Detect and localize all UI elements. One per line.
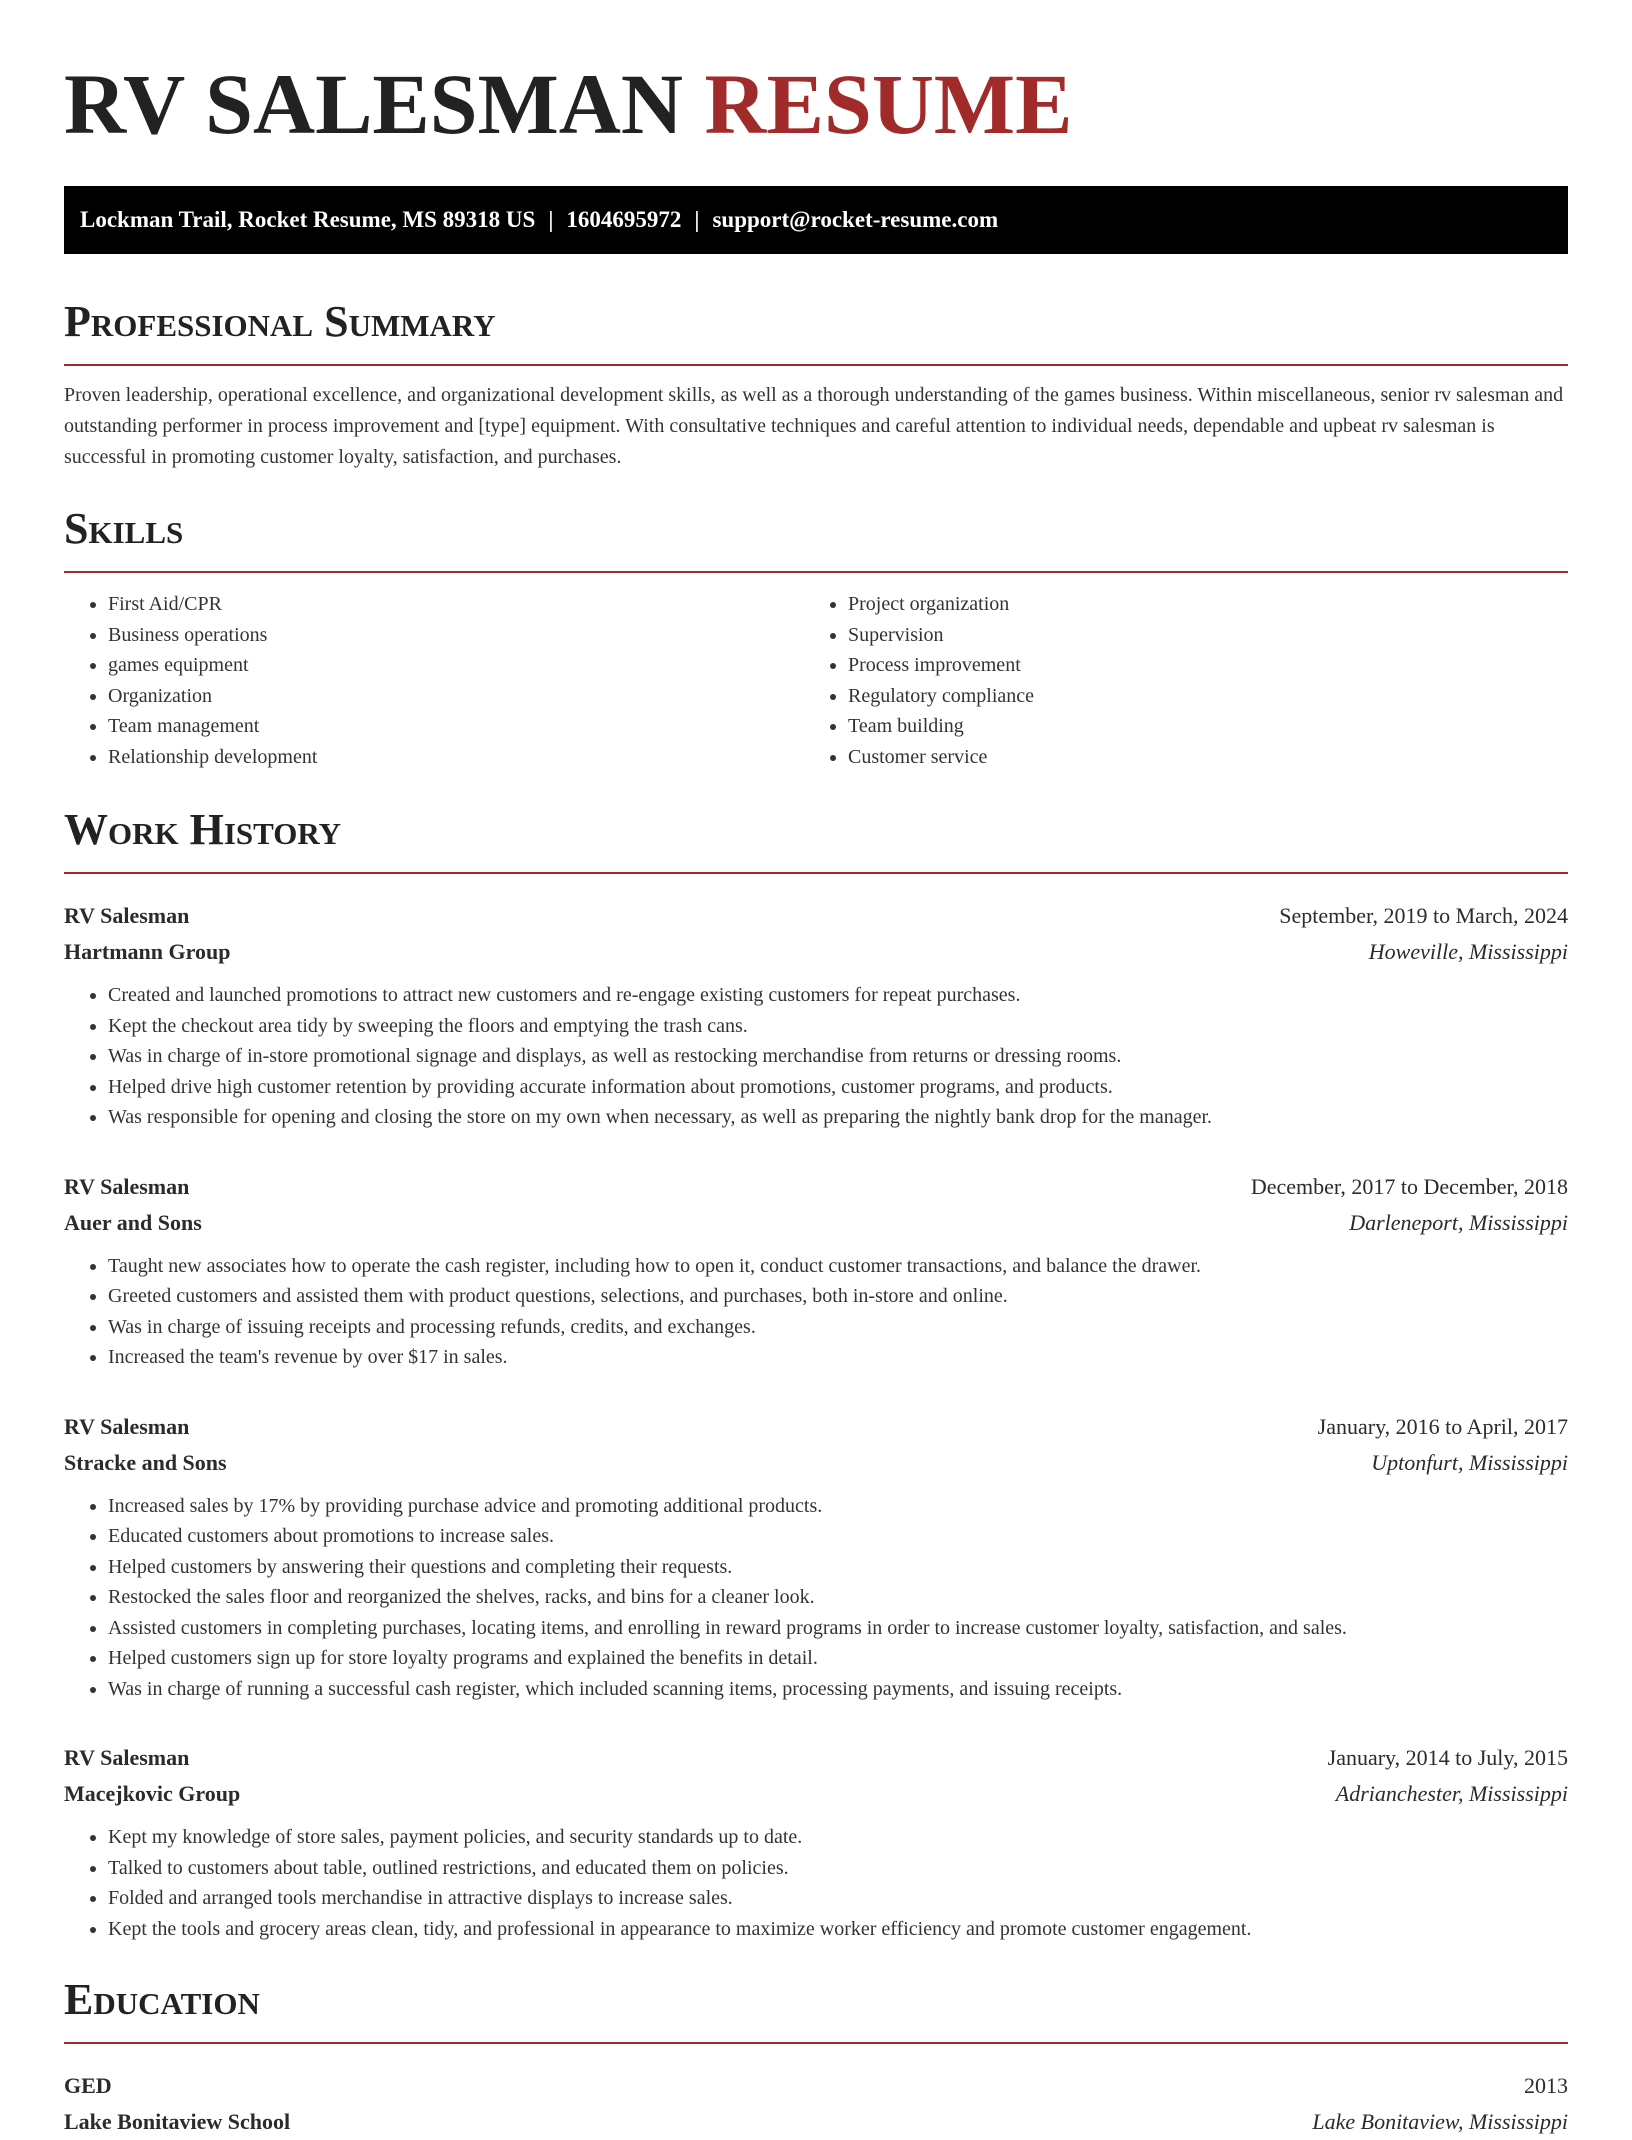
summary-section [64, 294, 1568, 473]
job-bullet: • Folded and arranged tools merchandise in attractive displays to increase sales. [108, 1883, 1568, 1914]
job-bullet: • Helped customers by answering their questions and completing their requests. [108, 1552, 1568, 1583]
summary-heading: Professional Summary [64, 294, 1568, 366]
job-bullet: • Helped customers sign up for store loyalty programs and explained the benefits in detail. [108, 1643, 1568, 1674]
skill-item: • Organization [108, 681, 804, 712]
job-bullet: • Talked to customers about table, outlined restrictions, and educated them on policies. [108, 1853, 1568, 1884]
job-entry [64, 1169, 1568, 1373]
job-bullet: • Assisted customers in completing purchases, locating items, and enrolling in reward programs in order to increase customer loyalty, satisfaction, and sales. [108, 1613, 1568, 1644]
job-bullet: • Was in charge of issuing receipts and processing refunds, credits, and exchanges. [108, 1312, 1568, 1343]
education-section [64, 1972, 1568, 2140]
job-location: Uptonfurt, Mississippi [1371, 1449, 1568, 1475]
contact-separator: | [548, 207, 554, 232]
job-company: Macejkovic Group [64, 1781, 241, 1806]
skills-heading: Skills [64, 501, 1568, 573]
job-bullet: • Educated customers about promotions to increase sales. [108, 1521, 1568, 1552]
job-title: RV Salesman [64, 1173, 190, 1199]
job-bullet: • Kept my knowledge of store sales, payment policies, and security standards up to date. [108, 1822, 1568, 1853]
job-bullets [64, 980, 1568, 1133]
education-year: 2013 [1524, 2073, 1568, 2098]
job-title: RV Salesman [64, 903, 190, 928]
skill-item: • Team management [108, 711, 804, 742]
job-entry [64, 1409, 1568, 1705]
contact-phone: 1604695972 [566, 207, 682, 232]
job-entry [64, 1740, 1568, 1944]
education-heading: Education [64, 1972, 1568, 2044]
skills-section [64, 501, 1568, 772]
job-bullets [64, 1822, 1568, 1944]
skill-item: • First Aid/CPR [108, 589, 804, 620]
skill-item: • Regulatory compliance [848, 681, 1544, 712]
skill-item: • Business operations [108, 620, 804, 651]
job-bullets [64, 1251, 1568, 1373]
job-bullets [64, 1491, 1568, 1705]
job-bullet: • Helped drive high customer retention by providing accurate information about promotions, customer programs, and products. [108, 1072, 1568, 1103]
job-bullet: • Greeted customers and assisted them with product questions, selections, and purchases, both in-store and online. [108, 1281, 1568, 1312]
job-company: Hartmann Group [64, 939, 231, 964]
contact-email: support@rocket-resume.com [712, 207, 999, 232]
skill-item: • Customer service [848, 742, 1544, 773]
job-bullet: • Kept the tools and grocery areas clean, tidy, and professional in appearance to maximize worker efficiency and promote customer engagement. [108, 1914, 1568, 1945]
skill-item: • Relationship development [108, 742, 804, 773]
job-bullet: • Restocked the sales floor and reorganized the shelves, racks, and bins for a cleaner look. [108, 1582, 1568, 1613]
work-history-section [64, 802, 1568, 1944]
skill-item: • Project organization [848, 589, 1544, 620]
skill-item: • games equipment [108, 650, 804, 681]
job-entry [64, 898, 1568, 1133]
summary-text: Proven leadership, operational excellence, and organizational development skills, as well as a thorough understanding of the games business. Within miscellaneous, senior rv salesman and outstanding performer in process improvement and [type] equipment. With consultative techniques and careful attention to individual needs, dependable and upbeat rv salesman is successful in promoting customer loyalty, satisfaction, and purchases. [64, 384, 1564, 468]
contact-address: Lockman Trail, Rocket Resume, MS 89318 US [80, 207, 536, 232]
job-company: Auer and Sons [64, 1209, 202, 1235]
job-location: Adrianchester, Mississippi [1335, 1781, 1568, 1806]
job-dates: September, 2019 to March, 2024 [1279, 903, 1568, 928]
skills-column-left [64, 589, 804, 772]
job-bullet: • Increased sales by 17% by providing purchase advice and promoting additional products. [108, 1491, 1568, 1522]
job-bullet: • Was in charge of running a successful cash register, which included scanning items, processing payments, and issuing receipts. [108, 1674, 1568, 1705]
skills-column-right [804, 589, 1544, 772]
skill-item: • Supervision [848, 620, 1544, 651]
job-bullet: • Was in charge of in-store promotional signage and displays, as well as restocking merchandise from returns or dressing rooms. [108, 1041, 1568, 1072]
job-title: RV Salesman [64, 1413, 190, 1439]
job-dates: December, 2017 to December, 2018 [1250, 1173, 1568, 1199]
job-bullet: • Was responsible for opening and closing the store on my own when necessary, as well as preparing the nightly bank drop for the manager. [108, 1102, 1568, 1133]
job-bullet: • Kept the checkout area tidy by sweeping the floors and emptying the trash cans. [108, 1011, 1568, 1042]
job-title: RV Salesman [64, 1745, 190, 1770]
education-degree: GED [64, 2073, 112, 2098]
job-location: Darleneport, Mississippi [1349, 1209, 1568, 1235]
job-bullet: • Taught new associates how to operate the cash register, including how to open it, conduct customer transactions, and balance the drawer. [108, 1251, 1568, 1282]
job-dates: January, 2016 to April, 2017 [1317, 1413, 1568, 1439]
work-history-heading: Work History [64, 802, 1568, 874]
contact-bar [64, 186, 1568, 254]
education-entry [64, 2068, 1568, 2140]
skill-item: • Process improvement [848, 650, 1544, 681]
job-location: Howeville, Mississippi [1368, 939, 1568, 964]
education-school: Lake Bonitaview School [64, 2109, 291, 2134]
title-main: RV SALESMAN [64, 56, 684, 152]
skills-grid [64, 589, 1568, 772]
title-accent: RESUME [704, 56, 1073, 152]
resume-title [64, 52, 1568, 162]
skill-item: • Team building [848, 711, 1544, 742]
job-bullet: • Increased the team's revenue by over $17 in sales. [108, 1342, 1568, 1373]
job-bullet: • Created and launched promotions to attract new customers and re-engage existing customers for repeat purchases. [108, 980, 1568, 1011]
education-location: Lake Bonitaview, Mississippi [1312, 2109, 1568, 2134]
job-dates: January, 2014 to July, 2015 [1327, 1745, 1568, 1770]
contact-separator: | [694, 207, 700, 232]
job-company: Stracke and Sons [64, 1449, 227, 1475]
